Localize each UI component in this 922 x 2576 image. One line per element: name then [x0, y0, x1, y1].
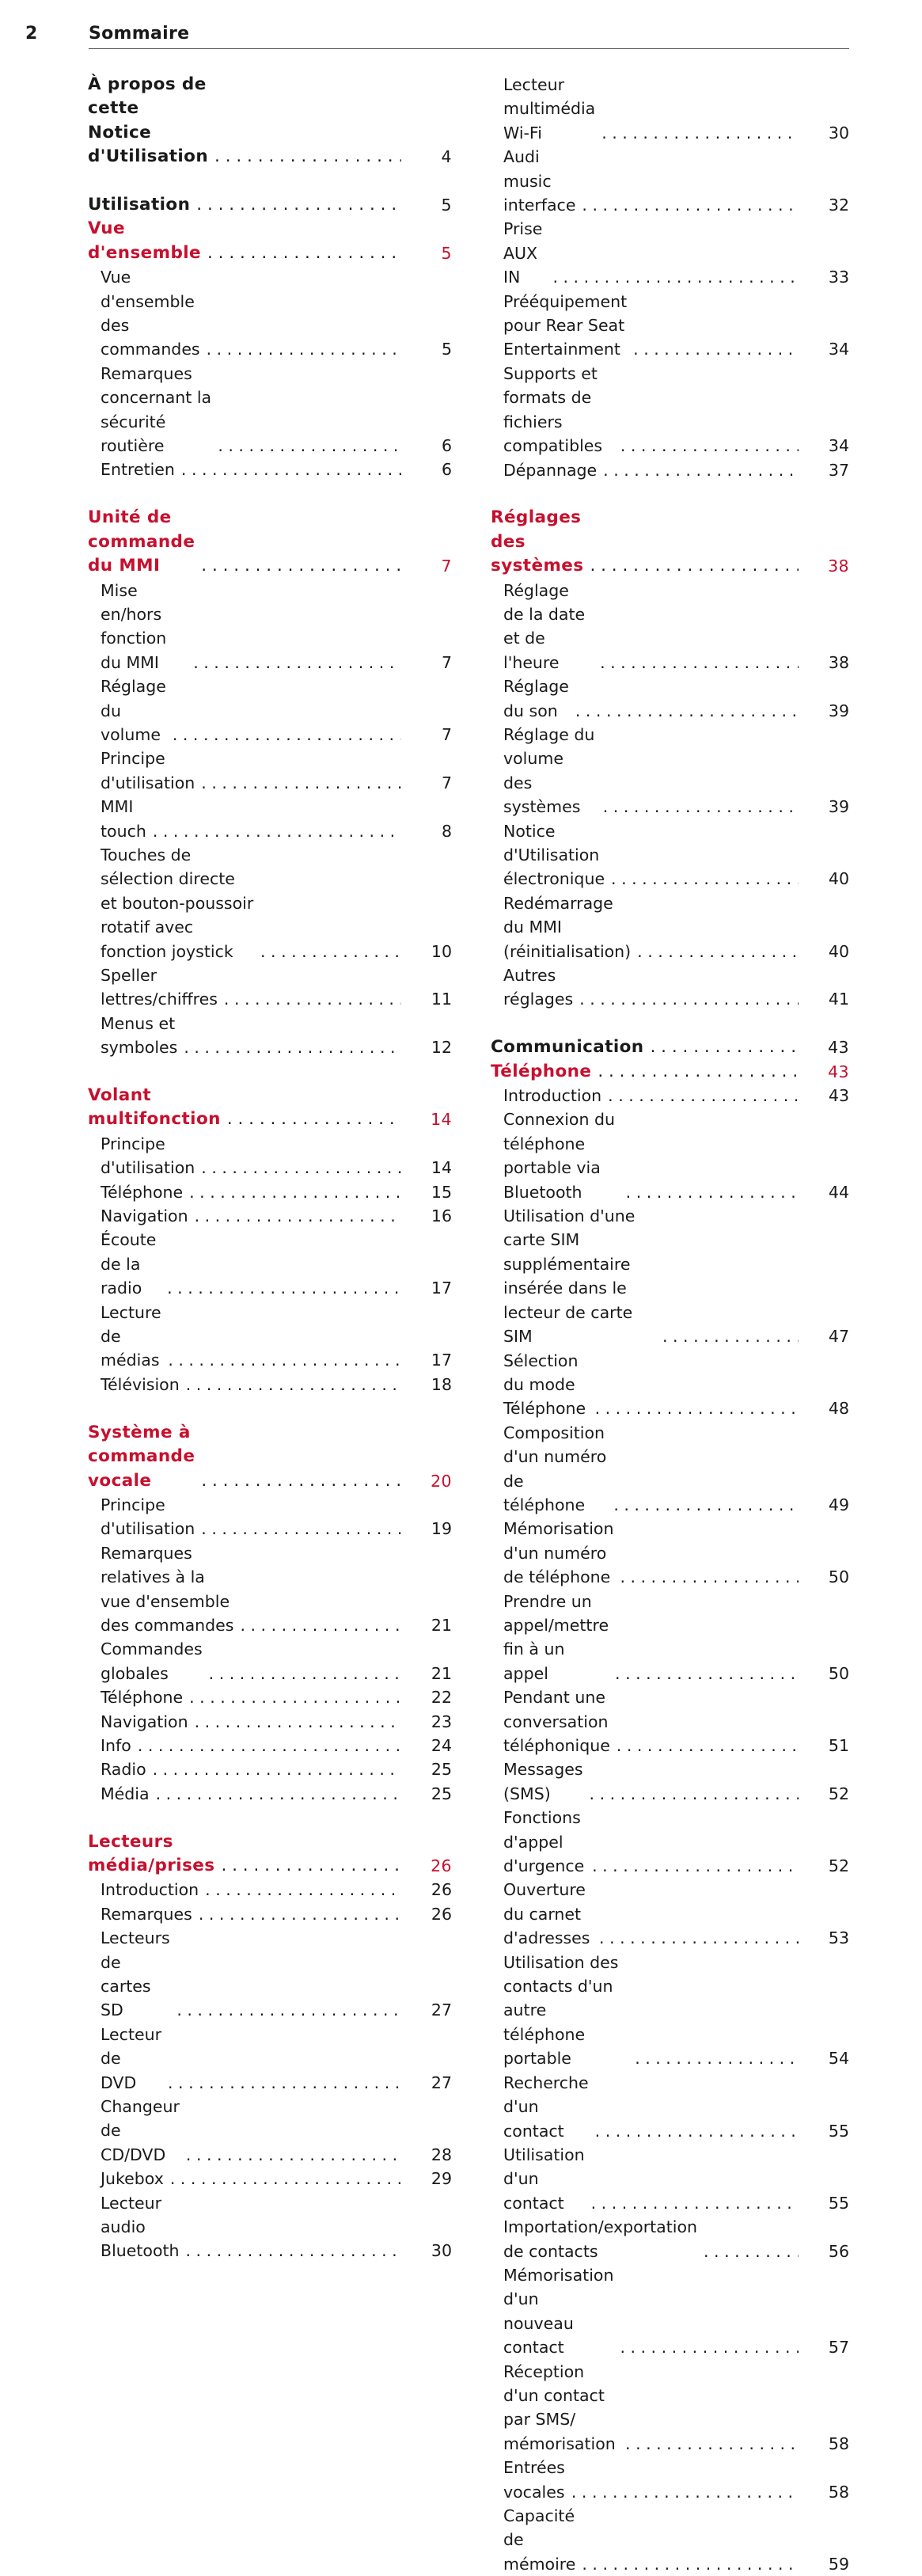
toc-entry-title: Notice d'Utilisation électronique [503, 821, 605, 889]
toc-page-number: 26 [431, 1856, 452, 1875]
toc-entry-title: Prendre un appel/mettre fin à un appel [503, 1591, 609, 1683]
toc-page-number: 52 [828, 1856, 849, 1876]
toc-entry[interactable] [88, 2095, 452, 2167]
toc-entry-title: Utilisation des contacts d'un autre téléphone portable [503, 1952, 619, 2069]
toc-entry[interactable] [491, 2504, 849, 2576]
toc-page-number: 40 [828, 869, 849, 889]
toc-page-number: 58 [828, 2434, 849, 2453]
toc-entry-title: Fonctions d'appel d'urgence [503, 1808, 585, 1876]
toc-page-number: 55 [828, 2193, 849, 2213]
toc-page-number: 25 [431, 1784, 452, 1803]
dot-leader [199, 1902, 401, 1926]
toc-entry-title: Commandes globales [101, 1639, 203, 1683]
toc-entry-title: Jukebox [101, 2169, 164, 2189]
dot-leader [201, 554, 401, 578]
toc-page-number: 50 [828, 1567, 849, 1587]
toc-entry-title: Principe d'utilisation [101, 1495, 195, 1539]
toc-page-number: 27 [431, 2073, 452, 2092]
dot-leader [662, 1324, 799, 1348]
toc-page-number: 37 [828, 460, 849, 480]
toc-entry[interactable] [491, 1757, 849, 1806]
toc-entry-title: Lecteurs de cartes SD [101, 1928, 170, 2020]
toc-entry-title: Sélection du mode Téléphone [503, 1351, 586, 1419]
toc-page-number: 7 [441, 557, 452, 576]
toc-entry[interactable] [88, 1541, 452, 1638]
toc-entry-title: Télévision [101, 1374, 180, 1394]
toc-entry[interactable] [491, 1421, 849, 1518]
toc-entry-title: Unité de commande du MMI [88, 507, 195, 576]
dot-leader [620, 2335, 799, 2359]
toc-page-number: 22 [431, 1688, 452, 1708]
toc-entry[interactable] [88, 1878, 452, 1902]
toc-page-number: 40 [828, 941, 849, 961]
toc-page-number: 18 [431, 1374, 452, 1394]
dot-leader [214, 145, 401, 169]
page-number: 2 [25, 24, 38, 44]
toc-entry-title: Importation/exportation de contacts [503, 2217, 698, 2261]
toc-page-number: 21 [431, 1663, 452, 1683]
toc-page-number: 24 [431, 1735, 452, 1755]
toc-entry-title: Messages (SMS) [503, 1760, 583, 1803]
toc-page-number: 15 [431, 1182, 452, 1202]
dot-leader [595, 1396, 799, 1420]
dot-leader [201, 1469, 401, 1493]
toc-page-number: 7 [441, 724, 452, 744]
toc-entry[interactable] [491, 217, 849, 289]
dot-leader [138, 1734, 401, 1757]
toc-page-number: 30 [431, 2241, 452, 2261]
toc-entry-title: Communication [491, 1037, 644, 1058]
toc-entry-title: Entrées vocales [503, 2458, 565, 2502]
dot-leader [603, 458, 799, 482]
dot-leader [168, 2071, 401, 2095]
toc-page-number: 8 [441, 821, 452, 841]
toc-entry[interactable] [491, 1951, 849, 2071]
toc-page-number: 49 [828, 1495, 849, 1514]
toc-entry-title: Redémarrage du MMI (réinitialisation) [503, 893, 632, 961]
dot-leader [600, 651, 799, 674]
toc-right-column [491, 73, 849, 2576]
toc-entry-title: Autres réglages [503, 966, 574, 1009]
toc-entry[interactable] [88, 1012, 452, 1060]
toc-entry[interactable] [491, 819, 849, 891]
toc-entry[interactable] [491, 1084, 849, 1108]
toc-page-number: 10 [431, 941, 452, 961]
toc-entry[interactable] [491, 2263, 849, 2360]
toc-page-number: 53 [828, 1928, 849, 1948]
toc-entry-title: Dépannage [503, 460, 598, 480]
toc-entry[interactable] [88, 1132, 452, 1180]
toc-page-number: 38 [828, 652, 849, 672]
dot-leader [240, 1613, 401, 1637]
dot-leader [611, 867, 799, 891]
toc-page-number: 17 [431, 1351, 452, 1370]
dot-leader [633, 337, 799, 361]
toc-page-number: 52 [828, 1784, 849, 1803]
toc-entry-title: Mise en/hors fonction du MMI [101, 580, 167, 672]
toc-page-number: 57 [828, 2338, 849, 2358]
toc-section-entry[interactable] [88, 1084, 452, 1132]
toc-entry[interactable] [88, 1757, 452, 1781]
toc-entry[interactable] [88, 265, 452, 362]
toc-page-number: 7 [441, 652, 452, 672]
toc-entry-title: Média [101, 1784, 150, 1803]
toc-entry-title: Vue d'ensemble [88, 218, 201, 263]
toc-entry[interactable] [88, 1493, 452, 1541]
toc-page-number: 59 [828, 2554, 849, 2574]
toc-entry-title: Utilisation [88, 195, 191, 215]
toc-page-number: 5 [441, 340, 452, 359]
dot-leader [582, 2552, 799, 2576]
toc-page-number: 7 [441, 773, 452, 792]
toc-page-number: 39 [828, 797, 849, 817]
toc-entry-title: Navigation [101, 1206, 188, 1226]
toc-entry-title: Utilisation d'un contact [503, 2145, 585, 2213]
toc-page-number: 5 [441, 243, 452, 263]
toc-page-number: 43 [828, 1062, 849, 1081]
toc-page-number: 12 [431, 1038, 452, 1058]
toc-entry-title: Lecteur audio Bluetooth [101, 2193, 180, 2261]
toc-entry-title: Speller lettres/chiffres [101, 966, 218, 1009]
toc-entry[interactable] [491, 674, 849, 723]
toc-entry-title: Ouverture du carnet d'adresses [503, 1880, 590, 1948]
dot-leader [579, 987, 799, 1011]
toc-entry[interactable] [491, 2456, 849, 2504]
dot-leader [620, 1565, 799, 1589]
toc-section-entry[interactable] [491, 1035, 849, 1059]
dot-leader [603, 795, 799, 819]
toc-page-number: 43 [828, 1038, 849, 1058]
dot-leader [601, 121, 799, 145]
toc-entry-title: Changeur de CD/DVD [101, 2097, 180, 2164]
toc-entry[interactable] [88, 843, 452, 963]
dot-leader [201, 1156, 401, 1180]
toc-section-entry[interactable] [491, 1060, 849, 1084]
toc-page-number: 27 [431, 2000, 452, 2020]
toc-entry[interactable] [491, 290, 849, 362]
toc-entry[interactable] [491, 458, 849, 482]
toc-entry-title: Recherche d'un contact [503, 2073, 589, 2141]
toc-page-number: 17 [431, 1279, 452, 1298]
toc-entry-title: Système à commande vocale [88, 1422, 195, 1491]
toc-entry-title: Téléphone [101, 1182, 184, 1202]
toc-entry[interactable] [491, 1108, 849, 1204]
toc-entry-title: Lecteur de DVD [101, 2024, 162, 2092]
toc-page-number: 51 [828, 1736, 849, 1755]
toc-entry-title: Vue d'ensemble des commandes [101, 268, 200, 359]
dot-leader [590, 554, 799, 578]
toc-entry-title: Capacité de mémoire [503, 2506, 576, 2574]
toc-entry[interactable] [88, 963, 452, 1012]
dot-leader [651, 1035, 799, 1059]
toc-entry[interactable] [88, 1902, 452, 1926]
dot-leader [635, 2046, 799, 2070]
toc-entry-title: Remarques relatives à la vue d'ensemble des commandes [101, 1543, 234, 1635]
dot-leader [186, 2239, 401, 2263]
toc-entry[interactable] [88, 674, 452, 747]
toc-entry[interactable] [491, 362, 849, 458]
toc-entry-title: Écoute de la radio [101, 1230, 157, 1298]
toc-entry[interactable] [491, 579, 849, 675]
toc-entry[interactable] [88, 458, 452, 481]
dot-leader [625, 2432, 799, 2456]
toc-entry-title: Entretien [101, 460, 175, 480]
toc-entry-title: Touches de sélection directe et bouton-poussoir rotatif avec fonction joystick [101, 845, 254, 961]
toc-entry[interactable] [491, 723, 849, 819]
toc-entry[interactable] [491, 1878, 849, 1950]
toc-entry-title: Principe d'utilisation [101, 1134, 195, 1178]
dot-leader [173, 723, 401, 747]
toc-entry[interactable] [491, 2143, 849, 2215]
toc-entry-title: Lecteur multimédia Wi-Fi [503, 75, 596, 142]
toc-entry[interactable] [491, 145, 849, 217]
dot-leader [153, 1757, 401, 1781]
toc-entry[interactable] [491, 2071, 849, 2143]
dot-leader [582, 193, 799, 217]
dot-leader [260, 940, 401, 963]
dot-leader [592, 1854, 799, 1878]
toc-entry[interactable] [88, 2023, 452, 2095]
dot-leader [176, 1998, 401, 2022]
toc-page-number: 47 [828, 1327, 849, 1347]
dot-leader [189, 1685, 401, 1709]
toc-page-number: 14 [431, 1110, 452, 1130]
dot-leader [575, 699, 799, 723]
dot-leader [224, 987, 401, 1011]
toc-entry-title: Utilisation d'une carte SIM supplémentaire insérée dans le lecteur de carte SIM [503, 1206, 636, 1347]
toc-entry-title: Connexion du téléphone portable via Bluetooth [503, 1110, 615, 1202]
toc-entry[interactable] [88, 1228, 452, 1300]
toc-page-number: 14 [431, 1158, 452, 1178]
dot-leader [186, 2143, 401, 2167]
toc-page-number: 54 [828, 2049, 849, 2069]
toc-entry[interactable] [88, 1373, 452, 1396]
toc-entry[interactable] [491, 1517, 849, 1589]
toc-page-number: 29 [431, 2169, 452, 2189]
toc-entry-title: À propos de cette Notice d'Utilisation [88, 74, 209, 167]
toc-entry-title: Menus et symboles [101, 1013, 178, 1058]
toc-entry-title: Mémorisation d'un nouveau contact [503, 2265, 614, 2358]
toc-entry[interactable] [88, 579, 452, 675]
toc-entry[interactable] [88, 2191, 452, 2263]
dot-leader [189, 1180, 401, 1204]
dot-leader [552, 265, 799, 289]
toc-entry-title: Remarques [101, 1904, 192, 1924]
toc-page-number: 25 [431, 1760, 452, 1780]
toc-entry[interactable] [88, 1734, 452, 1757]
toc-page-number: 6 [441, 460, 452, 480]
dot-leader [599, 1926, 799, 1950]
dot-leader [168, 1348, 401, 1372]
toc-page-number: 48 [828, 1399, 849, 1419]
dot-leader [598, 1060, 799, 1084]
toc-entry-title: Volant multifonction [88, 1085, 221, 1130]
toc-page-number: 55 [828, 2121, 849, 2141]
toc-section-entry[interactable] [88, 217, 452, 265]
toc-page-number: 26 [431, 1904, 452, 1924]
toc-entry-title: Audi music interface [503, 147, 576, 215]
toc-entry[interactable] [491, 1806, 849, 1878]
toc-page-number: 34 [828, 340, 849, 359]
toc-entry-title: Introduction [101, 1880, 199, 1900]
toc-entry-title: Téléphone [491, 1061, 592, 1081]
toc-entry-title: Réception d'un contact par SMS/ mémorisation [503, 2361, 616, 2453]
toc-entry-title: Réglage du son [503, 677, 569, 720]
dot-leader [626, 1180, 799, 1204]
toc-section-entry[interactable] [88, 193, 452, 217]
dot-leader [186, 1373, 401, 1396]
dot-leader [218, 434, 401, 458]
toc-entry-title: Lecture de médias [101, 1302, 161, 1370]
toc-entry-title: Réglage de la date et de l'heure [503, 580, 586, 672]
toc-entry[interactable] [491, 1349, 849, 1421]
dot-leader [201, 771, 401, 795]
dot-leader [153, 819, 401, 843]
toc-entry[interactable] [88, 1204, 452, 1228]
toc-entry[interactable] [491, 1204, 849, 1348]
toc-page-number: 43 [828, 1086, 849, 1106]
toc-entry[interactable] [88, 747, 452, 795]
dot-leader [704, 2240, 799, 2263]
toc-entry-title: Prééquipement pour Rear Seat Entertainment [503, 291, 628, 359]
toc-entry-title: Réglage du volume [101, 677, 166, 744]
toc-entry-title: Lecteurs média/prises [88, 1831, 215, 1875]
dot-leader [227, 1108, 401, 1131]
toc-entry[interactable] [491, 73, 849, 145]
dot-leader [207, 337, 401, 361]
dot-leader [195, 1710, 401, 1734]
toc-page-number: 11 [431, 990, 452, 1009]
toc-page-number: 5 [441, 196, 452, 215]
dot-leader [193, 651, 401, 674]
dot-leader [207, 241, 401, 265]
toc-page-number: 44 [828, 1182, 849, 1202]
dot-leader [167, 1276, 401, 1300]
toc-page-number: 6 [441, 436, 452, 456]
toc-page-number: 50 [828, 1663, 849, 1683]
toc-entry-title: Principe d'utilisation [101, 749, 195, 792]
toc-entry[interactable] [88, 1685, 452, 1709]
toc-page-number: 38 [828, 557, 849, 576]
dot-leader [156, 1782, 401, 1806]
toc-page-number: 16 [431, 1206, 452, 1226]
toc-entry[interactable] [88, 1926, 452, 2023]
toc-entry-title: Radio [101, 1760, 146, 1780]
toc-section-entry[interactable] [88, 1421, 452, 1493]
toc-page-number: 4 [441, 147, 452, 167]
toc-page-number: 39 [828, 701, 849, 720]
toc-entry-title: Téléphone [101, 1688, 184, 1708]
dot-leader [209, 1662, 401, 1685]
dot-leader [591, 2191, 799, 2215]
toc-entry-title: Introduction [503, 1086, 602, 1106]
toc-entry-title: Pendant une conversation téléphonique [503, 1688, 610, 1755]
toc-entry[interactable] [491, 891, 849, 963]
toc-section-entry[interactable] [491, 506, 849, 578]
toc-page-number: 30 [828, 123, 849, 142]
toc-entry[interactable] [88, 362, 452, 458]
toc-page-number: 33 [828, 268, 849, 287]
header-divider [89, 48, 849, 49]
toc-entry-title: Remarques concernant la sécurité routière [101, 363, 212, 456]
dot-leader [196, 193, 401, 217]
dot-leader [620, 434, 799, 458]
dot-leader [595, 2119, 799, 2143]
toc-entry[interactable] [88, 1710, 452, 1734]
dot-leader [617, 1734, 799, 1757]
toc-page-number: 32 [828, 196, 849, 215]
toc-entry-title: Réglage du volume des systèmes [503, 724, 595, 817]
toc-entry-title: Navigation [101, 1712, 188, 1731]
dot-leader [205, 1878, 401, 1902]
toc-entry[interactable] [88, 2167, 452, 2190]
toc-section-entry[interactable] [88, 73, 452, 169]
dot-leader [201, 1517, 401, 1541]
toc-entry-title: Mémorisation d'un numéro de téléphone [503, 1519, 614, 1587]
toc-left-column [88, 73, 452, 2263]
toc-page-number: 20 [431, 1471, 452, 1491]
toc-entry-title: Composition d'un numéro de téléphone [503, 1423, 607, 1514]
page-title: Sommaire [89, 24, 190, 44]
toc-section-entry[interactable] [88, 1830, 452, 1879]
page-header [25, 22, 849, 49]
toc-entry-title: Réglages des systèmes [491, 507, 584, 576]
toc-page-number: 58 [828, 2482, 849, 2502]
dot-leader [590, 1782, 799, 1806]
dot-leader [170, 2167, 401, 2190]
toc-entry-title: Prise AUX IN [503, 219, 543, 287]
dot-leader [221, 1854, 401, 1878]
toc-page-number: 56 [828, 2241, 849, 2261]
toc-entry[interactable] [491, 1590, 849, 1686]
dot-leader [613, 1493, 799, 1517]
toc-entry[interactable] [88, 795, 452, 843]
toc-page-number: 34 [828, 436, 849, 456]
toc-entry[interactable] [491, 2360, 849, 2456]
toc-entry-title: Supports et formats de fichiers compatibles [503, 363, 603, 456]
toc-entry-title: Info [101, 1735, 131, 1755]
toc-page-number: 41 [828, 990, 849, 1009]
dot-leader [608, 1084, 799, 1108]
toc-entry[interactable] [88, 1301, 452, 1373]
dot-leader [181, 458, 401, 481]
toc-entry[interactable] [491, 2215, 849, 2263]
toc-entry[interactable] [88, 1637, 452, 1685]
toc-entry-title: MMI touch [101, 797, 146, 841]
toc-page-number: 26 [431, 1880, 452, 1900]
dot-leader [637, 940, 799, 963]
toc-page-number: 23 [431, 1712, 452, 1731]
toc-entry[interactable] [88, 1782, 452, 1806]
toc-entry[interactable] [491, 963, 849, 1012]
dot-leader [615, 1662, 799, 1685]
dot-leader [184, 1035, 401, 1059]
toc-page-number: 28 [431, 2145, 452, 2164]
toc-entry[interactable] [491, 1685, 849, 1757]
toc-section-entry[interactable] [88, 506, 452, 578]
dot-leader [571, 2480, 799, 2504]
toc-page-number: 19 [431, 1519, 452, 1539]
toc-entry[interactable] [88, 1180, 452, 1204]
dot-leader [195, 1204, 401, 1228]
toc-page-number: 21 [431, 1615, 452, 1635]
